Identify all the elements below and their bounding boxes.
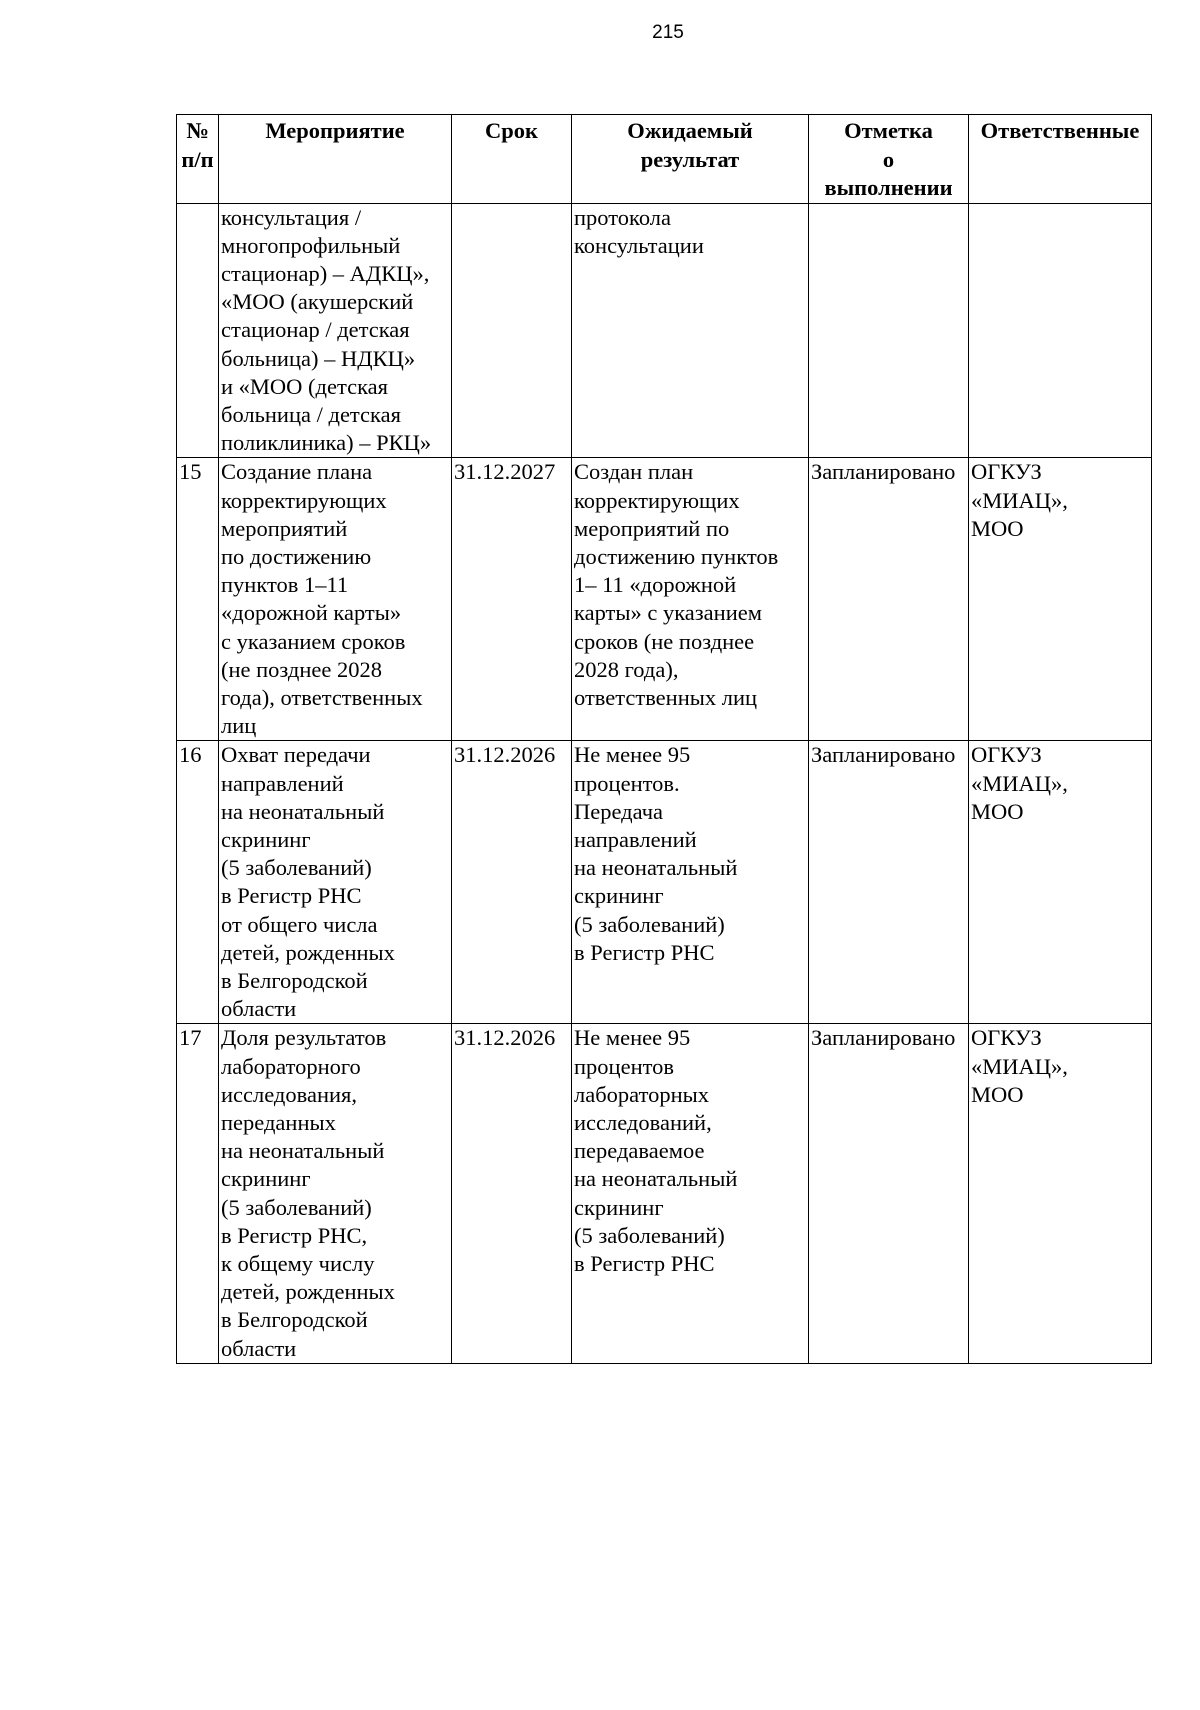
- cell-line: в Регистр РНС: [574, 1251, 715, 1277]
- cell-line: 1– 11 «дорожной: [574, 572, 737, 598]
- cell-line: поликлиника) – РКЦ»: [221, 430, 432, 456]
- header-mark: [809, 115, 969, 204]
- cell-line: области: [221, 1335, 297, 1361]
- cell-line: пунктов 1–11: [221, 572, 349, 598]
- cell-line: ОГКУЗ: [971, 1025, 1042, 1051]
- cell-line: в Белгородской: [221, 967, 368, 993]
- cell-line: МОО: [971, 515, 1024, 541]
- cell-line: на неонатальный: [574, 855, 738, 881]
- cell-line: о: [882, 146, 895, 172]
- cell-line: мероприятий: [221, 515, 348, 541]
- cell-line: передаваемое: [574, 1138, 705, 1164]
- cell-line: Создан план: [574, 459, 694, 485]
- cell-responsible: [969, 741, 1152, 1024]
- cell-line: области: [221, 996, 297, 1022]
- cell-num: 17: [177, 1024, 219, 1363]
- cell-num: 15: [177, 458, 219, 741]
- cell-line: протокола: [574, 204, 671, 230]
- cell-line: МОО: [971, 1081, 1024, 1107]
- cell-line: исследований,: [574, 1110, 712, 1135]
- cell-mark: Запланировано: [809, 741, 969, 1024]
- cell-line: года), ответственных: [221, 684, 423, 710]
- cell-line: ОГКУЗ: [971, 459, 1042, 485]
- cell-line: скрининг: [221, 1166, 311, 1192]
- cell-line: на неонатальный: [221, 1138, 385, 1164]
- page-number: 215: [652, 22, 684, 43]
- header-result: [572, 115, 809, 204]
- cell-line: (5 заболеваний): [574, 911, 725, 937]
- cell-line: Мероприятие: [265, 118, 405, 143]
- table-header: [177, 115, 1152, 204]
- cell-line: стационар) – АДКЦ»,: [221, 260, 430, 286]
- plan-table: [176, 114, 1152, 1364]
- cell-mark: Запланировано: [809, 458, 969, 741]
- cell-line: переданных: [221, 1110, 336, 1135]
- cell-deadline: 31.12.2026: [452, 741, 572, 1024]
- cell-line: Не менее 95: [574, 742, 691, 768]
- cell-line: больница) – НДКЦ»: [221, 345, 416, 371]
- table-row: [177, 458, 1152, 741]
- cell-line: на неонатальный: [221, 798, 385, 824]
- cell-line: карты» с указанием: [574, 600, 762, 626]
- cell-line: на неонатальный: [574, 1166, 738, 1192]
- cell-result: [572, 458, 809, 741]
- cell-deadline: 31.12.2027: [452, 458, 572, 741]
- cell-mark: [809, 203, 969, 458]
- cell-line: с указанием сроков: [221, 628, 406, 654]
- cell-line: Не менее 95: [574, 1025, 691, 1051]
- cell-line: скрининг: [574, 883, 664, 909]
- cell-line: 2028 года),: [574, 656, 679, 682]
- cell-line: «дорожной карты»: [221, 600, 402, 626]
- cell-line: от общего числа: [221, 911, 378, 937]
- table-row: [177, 203, 1152, 458]
- header-responsible: [969, 115, 1152, 204]
- cell-line: в Регистр РНС: [221, 883, 362, 909]
- cell-line: Передача: [574, 798, 664, 824]
- cell-result: [572, 1024, 809, 1363]
- cell-line: направлений: [574, 826, 697, 852]
- header-num: [177, 115, 219, 204]
- header-row: [177, 115, 1152, 204]
- cell-line: стационар / детская: [221, 317, 410, 343]
- cell-line: результат: [640, 146, 740, 172]
- cell-result: [572, 203, 809, 458]
- cell-event: [219, 741, 452, 1024]
- cell-event: [219, 203, 452, 458]
- cell-line: «МИАЦ»,: [971, 487, 1068, 513]
- cell-line: в Регистр РНС,: [221, 1222, 368, 1248]
- cell-responsible: [969, 1024, 1152, 1363]
- header-event: [219, 115, 452, 204]
- cell-event: [219, 1024, 452, 1363]
- table-row: [177, 741, 1152, 1024]
- cell-line: больница / детская: [221, 401, 401, 427]
- cell-line: Доля результатов: [221, 1025, 387, 1051]
- cell-line: «МИАЦ»,: [971, 770, 1068, 796]
- cell-line: ответственных лиц: [574, 684, 758, 710]
- cell-line: (не позднее 2028: [221, 656, 383, 682]
- cell-line: Ответственные: [980, 118, 1140, 143]
- cell-line: №: [186, 118, 209, 143]
- table-row: [177, 1024, 1152, 1363]
- cell-line: «МОО (акушерский: [221, 289, 414, 315]
- cell-line: в Регистр РНС: [574, 939, 715, 965]
- cell-responsible: [969, 458, 1152, 741]
- cell-line: по достижению: [221, 543, 372, 569]
- cell-line: процентов.: [574, 770, 680, 796]
- cell-deadline: [452, 203, 572, 458]
- cell-line: мероприятий по: [574, 515, 730, 541]
- cell-line: консультация /: [221, 204, 362, 230]
- cell-mark: Запланировано: [809, 1024, 969, 1363]
- cell-line: лиц: [221, 713, 257, 739]
- cell-line: п/п: [181, 146, 214, 172]
- cell-line: к общему числу: [221, 1251, 375, 1277]
- cell-line: в Белгородской: [221, 1307, 368, 1333]
- cell-line: Создание плана: [221, 459, 373, 485]
- cell-line: исследования,: [221, 1081, 357, 1107]
- header-deadline: [452, 115, 572, 204]
- cell-line: корректирующих: [574, 487, 740, 513]
- cell-line: детей, рожденных: [221, 939, 395, 965]
- cell-line: корректирующих: [221, 487, 387, 513]
- cell-line: скрининг: [221, 826, 311, 852]
- cell-responsible: [969, 203, 1152, 458]
- cell-num: 16: [177, 741, 219, 1024]
- cell-line: (5 заболеваний): [221, 855, 372, 881]
- cell-line: и «МОО (детская: [221, 373, 388, 399]
- cell-line: сроков (не позднее: [574, 628, 755, 654]
- cell-line: многопрофильный: [221, 232, 401, 258]
- cell-line: (5 заболеваний): [574, 1222, 725, 1248]
- cell-event: [219, 458, 452, 741]
- cell-line: Срок: [485, 118, 538, 143]
- cell-deadline: 31.12.2026: [452, 1024, 572, 1363]
- cell-line: Отметка: [844, 118, 933, 143]
- cell-line: лабораторных: [574, 1081, 710, 1107]
- cell-line: процентов: [574, 1053, 675, 1079]
- cell-line: ОГКУЗ: [971, 742, 1042, 768]
- cell-result: [572, 741, 809, 1024]
- cell-line: Ожидаемый: [627, 118, 753, 143]
- table-body: [177, 203, 1152, 1363]
- cell-line: направлений: [221, 770, 344, 796]
- cell-line: лабораторного: [221, 1053, 361, 1079]
- cell-line: достижению пунктов: [574, 543, 779, 569]
- cell-line: детей, рожденных: [221, 1279, 395, 1305]
- cell-line: Охват передачи: [221, 742, 371, 768]
- cell-line: МОО: [971, 798, 1024, 824]
- cell-line: консультации: [574, 232, 704, 258]
- cell-line: скрининг: [574, 1194, 664, 1220]
- cell-line: «МИАЦ»,: [971, 1053, 1068, 1079]
- cell-line: выполнении: [824, 175, 953, 200]
- cell-line: (5 заболеваний): [221, 1194, 372, 1220]
- cell-num: [177, 203, 219, 458]
